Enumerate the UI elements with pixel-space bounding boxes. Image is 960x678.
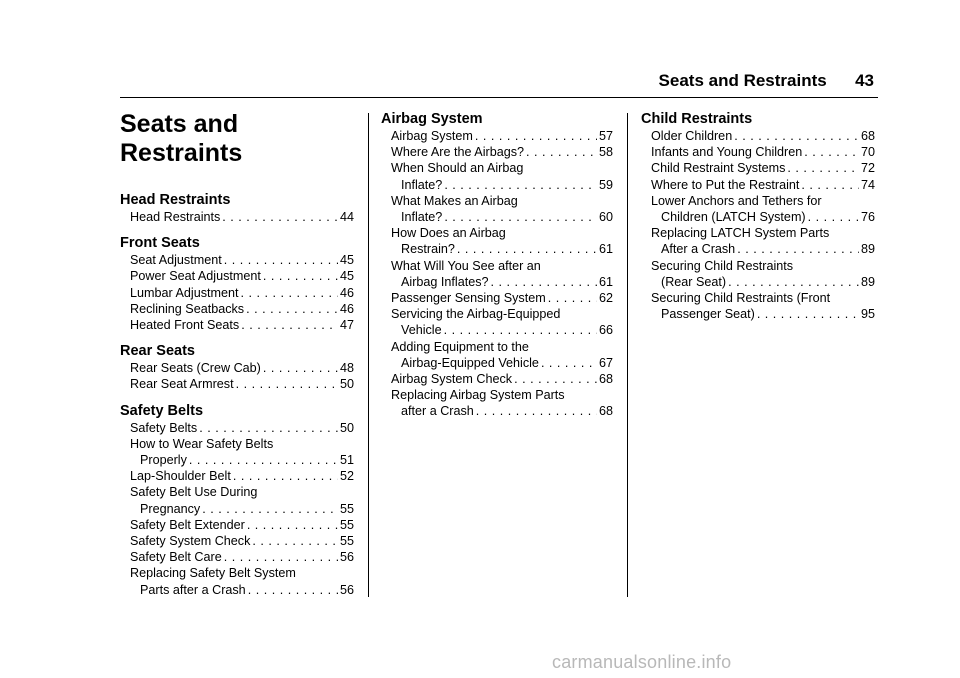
toc-entry-row <box>391 290 613 306</box>
dot-leader <box>734 128 859 144</box>
toc-entry-row <box>651 274 875 290</box>
toc-entry[interactable] <box>120 252 354 268</box>
toc-entry[interactable] <box>381 225 613 257</box>
toc-entry-text: Airbag Inflates? <box>401 274 489 289</box>
toc-entry-text: Safety System Check <box>130 534 251 549</box>
toc-entry-row <box>130 252 354 268</box>
toc-page-number: 68 <box>598 404 613 419</box>
toc-entry-text: Where to Put the Restraint <box>651 177 800 192</box>
dot-leader <box>491 274 597 290</box>
dot-leader <box>246 301 338 317</box>
toc-page-number: 48 <box>339 361 354 376</box>
toc-entry-text: Reclining Seatbacks <box>130 301 245 316</box>
toc-entry-line: What Will You See after an <box>391 258 541 273</box>
dot-leader <box>526 144 597 160</box>
toc-entry-row <box>651 128 875 144</box>
toc-entry-row <box>391 274 613 290</box>
toc-entry-text: Child Restraint Systems <box>651 161 786 176</box>
toc-page-number: 70 <box>860 145 875 160</box>
dot-leader <box>224 549 338 565</box>
dot-leader <box>728 274 859 290</box>
toc-entry[interactable] <box>641 290 875 322</box>
toc-entry-line: Safety Belt Use During <box>130 485 258 500</box>
toc-entry[interactable] <box>641 193 875 225</box>
toc-entry[interactable] <box>120 301 354 317</box>
header-rule <box>120 97 878 98</box>
toc-entry-text: Inflate? <box>401 210 443 225</box>
toc-entry-text: Passenger Seat) <box>661 307 755 322</box>
toc-entry-row <box>130 285 354 301</box>
dot-leader <box>263 268 338 284</box>
toc-entry-text: Lumbar Adjustment <box>130 285 239 300</box>
toc-entry-text: Power Seat Adjustment <box>130 269 261 284</box>
toc-entry-row <box>130 452 354 468</box>
toc-entry[interactable] <box>381 339 613 371</box>
toc-page-number: 95 <box>860 307 875 322</box>
toc-entry-line: Replacing LATCH System Parts <box>651 226 830 241</box>
toc-entry-text: Passenger Sensing System <box>391 291 546 306</box>
section-heading: Head Restraints <box>120 192 231 208</box>
toc-entry-row <box>130 533 354 549</box>
watermark: carmanualsonline.info <box>552 652 732 672</box>
toc-entry[interactable] <box>120 317 354 333</box>
running-header <box>0 71 874 91</box>
toc-entry-text: Properly <box>140 453 187 468</box>
toc-entry[interactable] <box>381 160 613 192</box>
toc-entry-line: What Makes an Airbag <box>391 193 518 208</box>
toc-entry-row <box>651 144 875 160</box>
toc-entry-text: Rear Seat Armrest <box>130 377 234 392</box>
section-heading: Front Seats <box>120 235 200 252</box>
toc-entry[interactable] <box>381 144 613 160</box>
section-heading: Child Restraints <box>641 111 753 127</box>
toc-entry-row <box>651 160 875 176</box>
dot-leader <box>241 317 338 333</box>
toc-entry-row <box>391 322 613 338</box>
toc-page-number: 89 <box>860 242 875 257</box>
toc-entry[interactable] <box>641 177 875 193</box>
dot-leader <box>222 209 338 225</box>
dot-leader <box>475 128 597 144</box>
toc-entry-line: How to Wear Safety Belts <box>130 436 274 451</box>
toc-page-number: 56 <box>339 550 354 565</box>
toc-page-number: 50 <box>339 377 354 392</box>
chapter-title <box>120 110 354 168</box>
dot-leader <box>202 501 338 517</box>
column-divider-1 <box>368 113 369 597</box>
toc-entry[interactable] <box>641 225 875 257</box>
toc-entry[interactable] <box>641 128 875 144</box>
toc-entry-text: Head Restraints <box>130 210 221 224</box>
toc-entry-row <box>130 360 354 376</box>
toc-entry-text: Older Children <box>651 129 733 143</box>
toc-page-number: 52 <box>339 469 354 484</box>
toc-entry[interactable] <box>641 160 875 176</box>
toc-entry-text: Safety Belts <box>130 420 198 435</box>
toc-entry-row <box>391 128 613 144</box>
toc-entry-row <box>391 177 613 193</box>
toc-entry-line: When Should an Airbag <box>391 161 524 176</box>
toc-entry-row <box>130 317 354 333</box>
dot-leader <box>541 355 597 371</box>
toc-entry-line: How Does an Airbag <box>391 226 506 241</box>
toc-page-number: 62 <box>598 291 613 306</box>
toc-page-number: 68 <box>598 372 613 387</box>
dot-leader <box>444 209 597 225</box>
dot-leader <box>444 322 597 338</box>
toc-entry-text: Airbag System Check <box>391 372 513 387</box>
dot-leader <box>252 533 338 549</box>
dot-leader <box>457 241 597 257</box>
toc-entry-row <box>391 371 613 387</box>
toc-entry[interactable] <box>120 565 354 597</box>
toc-page-number: 57 <box>598 129 613 143</box>
toc-entry[interactable] <box>120 484 354 516</box>
column-divider-2 <box>627 113 628 597</box>
toc-entry[interactable] <box>120 209 354 225</box>
header-title: Seats and Restraints <box>658 71 827 90</box>
toc-entry[interactable] <box>120 517 354 533</box>
toc-entry-row <box>391 355 613 371</box>
toc-page-number: 74 <box>860 177 875 192</box>
toc-entry-line: Adding Equipment to the <box>391 339 529 354</box>
toc-entry[interactable] <box>381 387 613 419</box>
dot-leader <box>757 306 859 322</box>
dot-leader <box>189 452 338 468</box>
toc-entry-text: Seat Adjustment <box>130 253 222 268</box>
toc-page-number: 59 <box>598 177 613 192</box>
toc-entry-row <box>130 268 354 284</box>
page-number: 43 <box>855 71 874 90</box>
toc-entry[interactable] <box>120 376 354 392</box>
toc-page-number: 72 <box>860 161 875 176</box>
dot-leader <box>241 285 338 301</box>
toc-entry[interactable] <box>120 420 354 436</box>
toc-entry[interactable] <box>120 285 354 301</box>
toc-entry[interactable] <box>120 533 354 549</box>
toc-entry-text: Restrain? <box>401 242 455 257</box>
toc-page-number: 46 <box>339 285 354 300</box>
toc-entry-text: Airbag System <box>391 129 473 143</box>
toc-page-number: 67 <box>598 355 613 370</box>
toc-entry-row <box>391 209 613 225</box>
toc-entry[interactable] <box>381 290 613 306</box>
dot-leader <box>444 177 597 193</box>
toc-page-number: 61 <box>598 242 613 257</box>
dot-leader <box>476 403 597 419</box>
toc-entry-row <box>130 549 354 565</box>
toc-page-number: 55 <box>339 517 354 532</box>
toc-column-2 <box>381 108 613 420</box>
toc-page-number: 50 <box>339 420 354 435</box>
toc-entry-line: Securing Child Restraints (Front <box>651 291 831 306</box>
toc-entry-text: Where Are the Airbags? <box>391 145 525 160</box>
toc-entry-row <box>651 177 875 193</box>
toc-entry-row <box>130 501 354 517</box>
toc-entry-text: Safety Belt Care <box>130 550 222 565</box>
toc-entry-row <box>130 376 354 392</box>
toc-page-number: 56 <box>339 582 354 597</box>
dot-leader <box>233 468 338 484</box>
toc-entry-text: after a Crash <box>401 404 474 419</box>
toc-page-number: 76 <box>860 210 875 225</box>
toc-entry-row <box>130 301 354 317</box>
toc-page-number: 89 <box>860 274 875 289</box>
dot-leader <box>236 376 338 392</box>
section-heading: Safety Belts <box>120 402 204 419</box>
toc-entry[interactable] <box>381 258 613 290</box>
toc-page-number: 46 <box>339 301 354 316</box>
dot-leader <box>263 360 338 376</box>
toc-page-number: 55 <box>339 534 354 549</box>
chapter-title-line-2: Restraints <box>120 139 243 167</box>
toc-entry[interactable] <box>120 360 354 376</box>
toc-entry-row <box>130 468 354 484</box>
toc-entry-text: Children (LATCH System) <box>661 210 806 225</box>
toc-page-number: 61 <box>598 274 613 289</box>
toc-entry[interactable] <box>381 193 613 225</box>
toc-entry-line: Replacing Safety Belt System <box>130 566 296 581</box>
toc-entry-line: Lower Anchors and Tethers for <box>651 193 822 208</box>
toc-entry[interactable] <box>641 144 875 160</box>
toc-entry-text: (Rear Seat) <box>661 274 727 289</box>
toc-entry-row <box>651 241 875 257</box>
toc-column-1 <box>120 108 354 598</box>
toc-entry-row <box>130 517 354 533</box>
toc-entry-row <box>391 144 613 160</box>
chapter-title-line-1: Seats and <box>120 110 239 138</box>
toc-entry-row <box>651 209 875 225</box>
toc-entry-text: Parts after a Crash <box>140 582 246 597</box>
toc-entry-text: Rear Seats (Crew Cab) <box>130 361 261 376</box>
dot-leader <box>787 160 859 176</box>
toc-entry-row <box>651 306 875 322</box>
toc-entry-row <box>130 582 354 598</box>
dot-leader <box>808 209 859 225</box>
dot-leader <box>224 252 338 268</box>
dot-leader <box>801 177 859 193</box>
toc-column-3 <box>641 108 875 322</box>
toc-page-number: 66 <box>598 323 613 338</box>
toc-entry-row <box>130 209 354 225</box>
toc-entry[interactable] <box>381 371 613 387</box>
toc-page-number: 55 <box>339 501 354 516</box>
toc-entry[interactable] <box>120 268 354 284</box>
dot-leader <box>199 420 338 436</box>
toc-page-number: 58 <box>598 145 613 160</box>
toc-page-number: 47 <box>339 318 354 333</box>
toc-entry-text: Pregnancy <box>140 501 201 516</box>
dot-leader <box>804 144 859 160</box>
toc-entry-text: Heated Front Seats <box>130 318 240 333</box>
toc-entry[interactable] <box>120 549 354 565</box>
toc-entry-row <box>391 403 613 419</box>
toc-entry[interactable] <box>120 436 354 468</box>
toc-entry-text: After a Crash <box>661 242 736 257</box>
section-heading: Airbag System <box>381 111 483 127</box>
toc-page-number: 44 <box>339 210 354 224</box>
dot-leader <box>247 517 338 533</box>
toc-page-number: 60 <box>598 210 613 225</box>
toc-entry-text: Safety Belt Extender <box>130 517 245 532</box>
dot-leader <box>514 371 597 387</box>
toc-entry-row <box>130 420 354 436</box>
toc-entry[interactable] <box>120 468 354 484</box>
toc-page-number: 45 <box>339 253 354 268</box>
toc-entry-text: Lap-Shoulder Belt <box>130 469 231 484</box>
toc-page-number: 68 <box>860 129 875 143</box>
dot-leader <box>548 290 597 306</box>
toc-entry-text: Airbag-Equipped Vehicle <box>401 355 539 370</box>
toc-entry-line: Securing Child Restraints <box>651 258 794 273</box>
toc-entry-text: Inflate? <box>401 177 443 192</box>
toc-entry[interactable] <box>641 258 875 290</box>
dot-leader <box>248 582 338 598</box>
toc-entry-line: Servicing the Airbag-Equipped <box>391 307 561 322</box>
section-heading: Rear Seats <box>120 343 195 360</box>
toc-entry-row <box>391 241 613 257</box>
toc-entry-text: Vehicle <box>401 323 442 338</box>
dot-leader <box>737 241 859 257</box>
toc-page-number: 51 <box>339 453 354 468</box>
toc-entry-text: Infants and Young Children <box>651 145 803 160</box>
toc-entry[interactable] <box>381 128 613 144</box>
toc-entry[interactable] <box>381 306 613 338</box>
toc-page-number: 45 <box>339 269 354 284</box>
toc-entry-line: Replacing Airbag System Parts <box>391 388 565 403</box>
